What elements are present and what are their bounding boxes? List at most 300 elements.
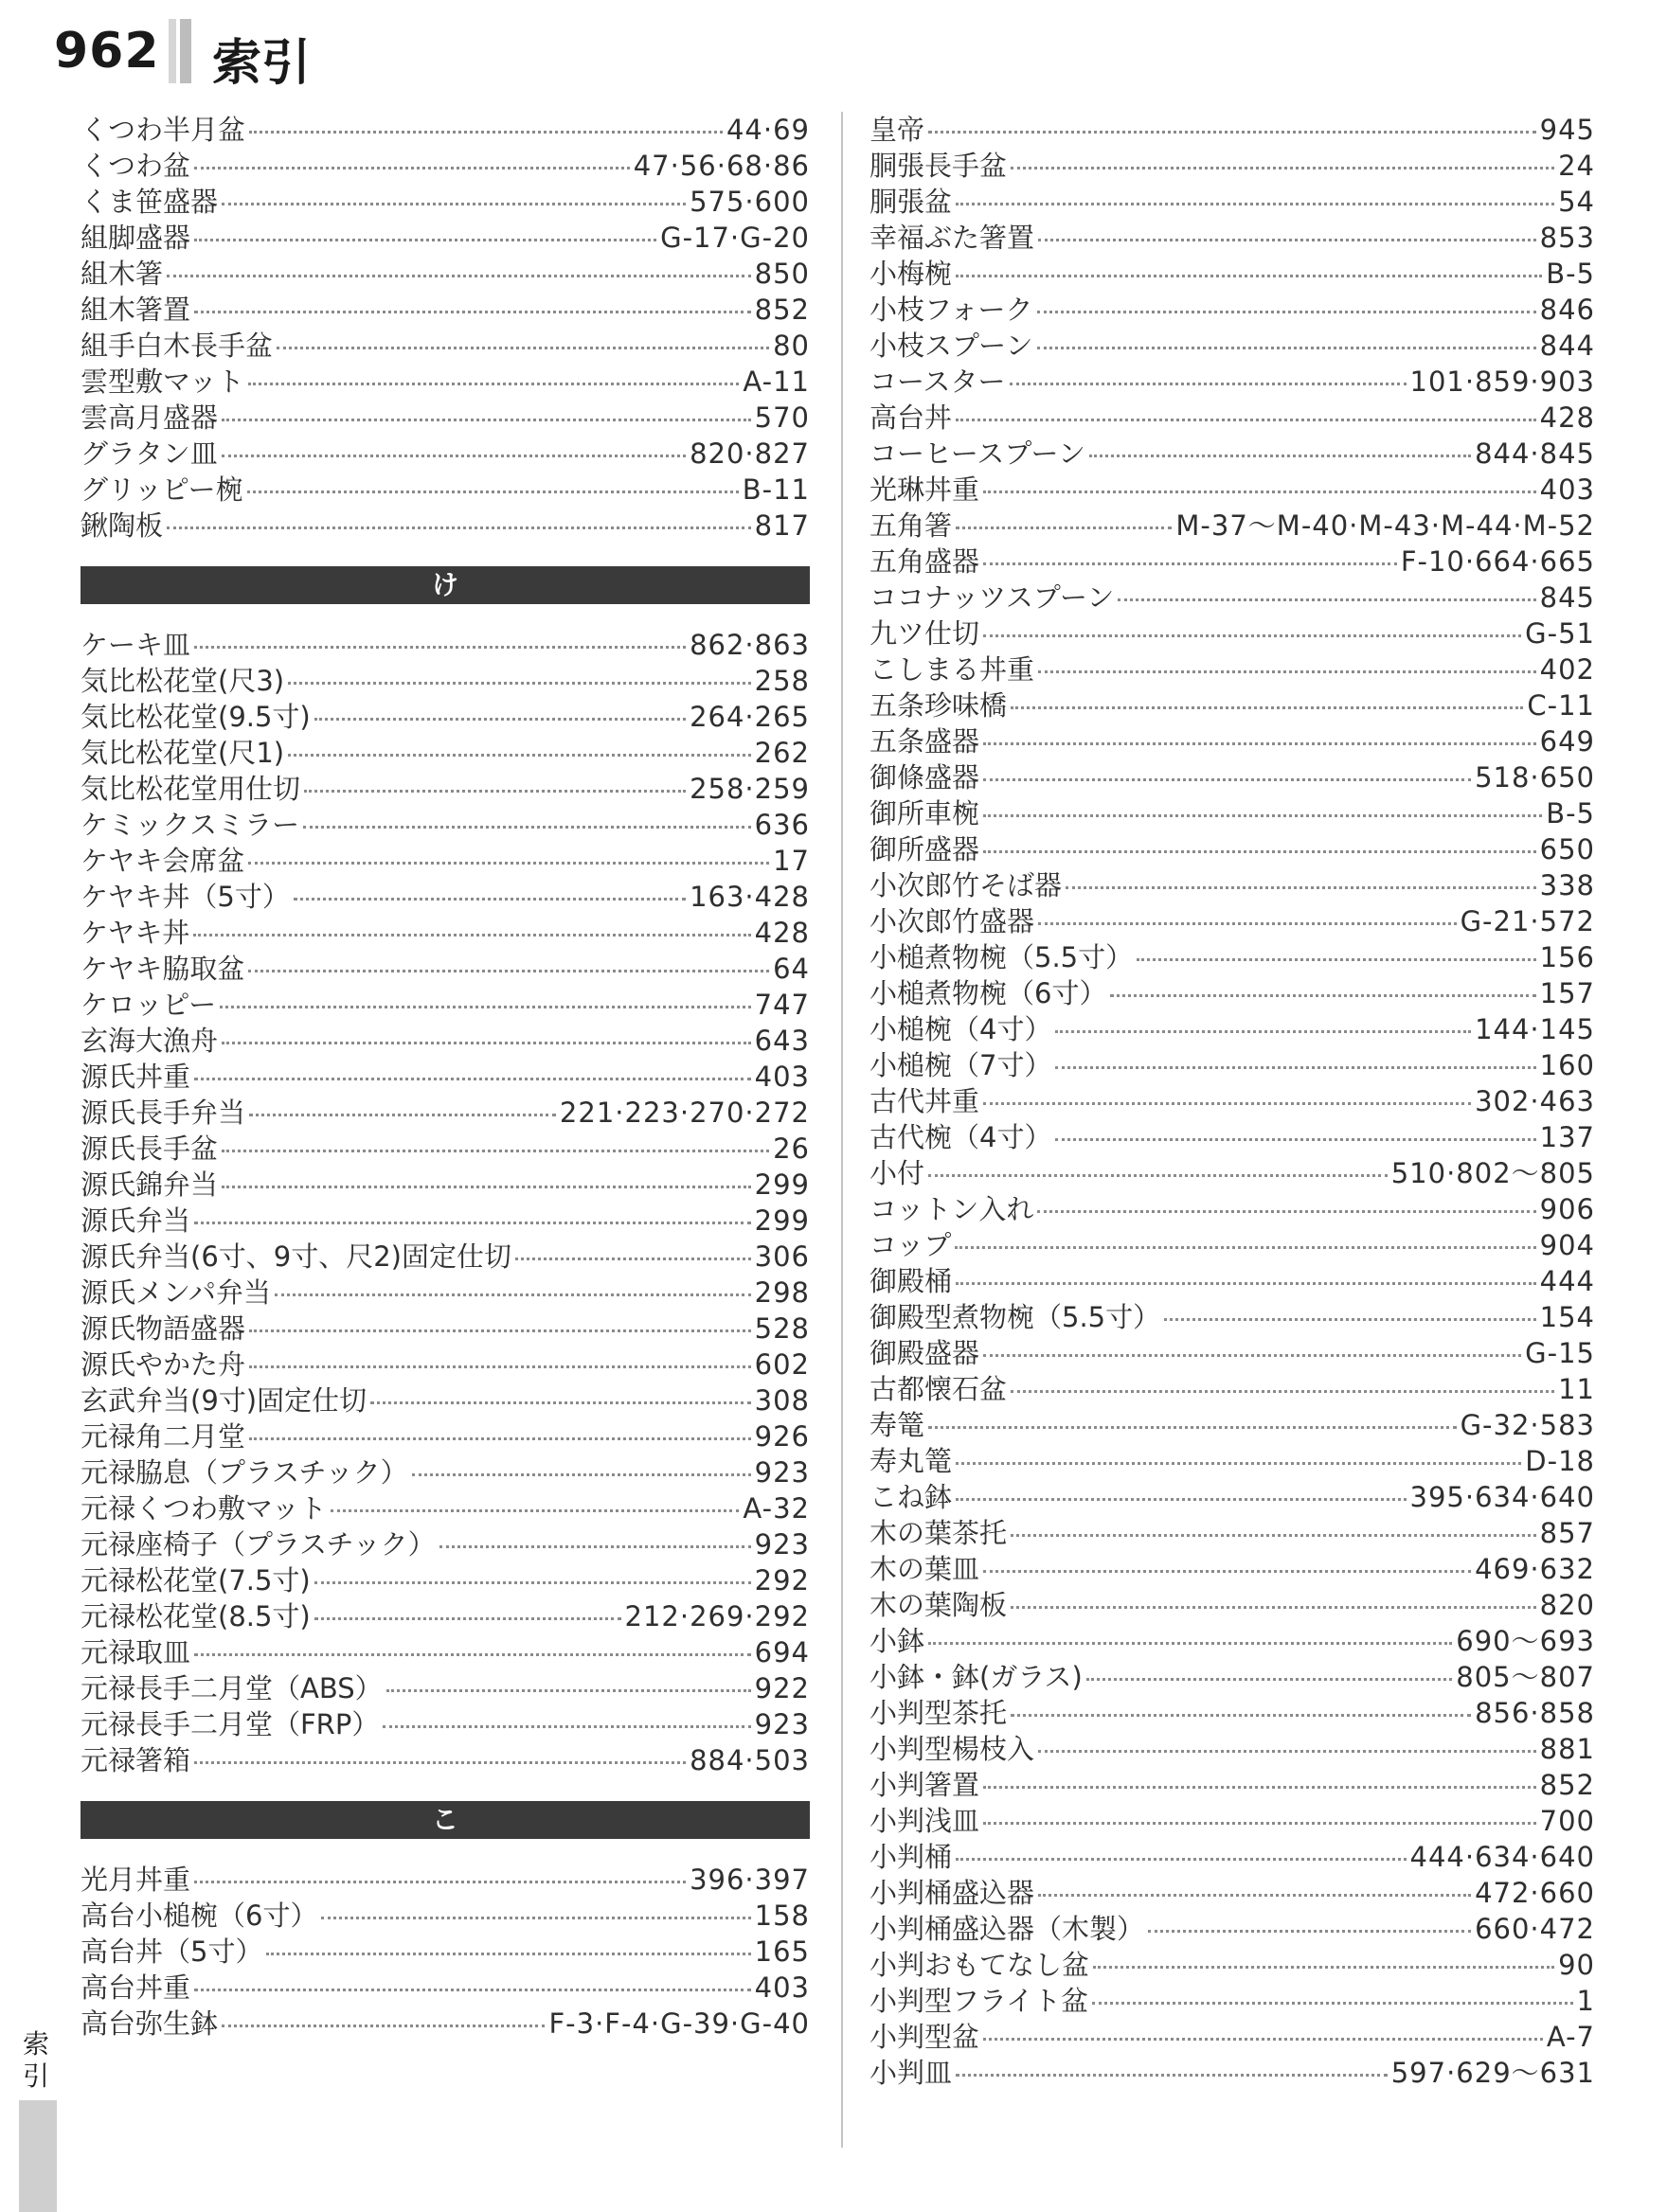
page-number: 962 [54, 23, 160, 80]
leader-dots [370, 1398, 751, 1404]
index-entry [869, 544, 1595, 580]
entry-pages: 156 [1539, 941, 1595, 973]
index-entry [81, 807, 810, 843]
entry-pages: 258 [754, 665, 810, 697]
index-entry [869, 903, 1595, 939]
entry-pages: 528 [754, 1312, 810, 1345]
index-entry [81, 699, 810, 735]
entry-term: 源氏弁当(6寸、9寸、尺2)固定仕切 [81, 1240, 511, 1273]
index-entry [869, 687, 1595, 723]
leader-dots [983, 1566, 1471, 1573]
entry-term: 源氏やかた舟 [81, 1348, 246, 1381]
entry-pages: 700 [1539, 1805, 1595, 1837]
index-entry [81, 1275, 810, 1311]
leader-dots [1164, 1314, 1536, 1321]
header-accent-bar [180, 19, 191, 83]
leader-dots [194, 1985, 751, 1991]
entry-pages: 163·428 [690, 881, 810, 913]
entry-pages: B-5 [1546, 258, 1595, 290]
entry-term: 小判型フライト盆 [869, 1985, 1089, 2017]
entry-term: 鍬陶板 [81, 509, 164, 542]
leader-dots [1038, 1890, 1471, 1897]
index-entry [869, 1875, 1595, 1911]
entry-term: 小槌椀（7寸） [869, 1049, 1052, 1081]
entry-pages: G-32·583 [1460, 1409, 1595, 1441]
entry-pages: 302·463 [1475, 1085, 1595, 1117]
entry-pages: 852 [754, 294, 810, 326]
entry-pages: 472·660 [1475, 1877, 1595, 1909]
entry-pages: 444 [1539, 1265, 1595, 1297]
entry-pages: F-10·664·665 [1400, 545, 1595, 578]
entry-term: コースター [869, 366, 1006, 398]
entry-term: 源氏丼重 [81, 1061, 191, 1093]
leader-dots [321, 1913, 750, 1919]
leader-dots [956, 415, 1536, 421]
entry-pages: 575·600 [690, 186, 810, 218]
entry-pages: 884·503 [690, 1744, 810, 1776]
entry-pages: 690～693 [1456, 1625, 1595, 1657]
leader-dots [983, 775, 1471, 781]
entry-pages: 299 [754, 1168, 810, 1201]
entry-pages: 844 [1539, 330, 1595, 362]
entry-term: 元禄脇息（プラスチック） [81, 1456, 408, 1489]
entry-term: 小梅椀 [869, 258, 953, 290]
leader-dots [439, 1542, 751, 1548]
leader-dots [983, 2034, 1543, 2041]
entry-term: 源氏長手盆 [81, 1133, 219, 1165]
index-entry [869, 184, 1595, 220]
entry-pages: 570 [754, 401, 810, 434]
entry-term: 光月丼重 [81, 1864, 191, 1896]
index-entry [869, 436, 1595, 472]
leader-dots [983, 847, 1536, 853]
entry-pages: 395·634·640 [1409, 1481, 1595, 1513]
entry-term: グリッピー椀 [81, 473, 243, 506]
index-entry [869, 1695, 1595, 1731]
leader-dots [222, 1146, 769, 1152]
leader-dots [222, 199, 686, 205]
leader-dots [222, 1038, 751, 1044]
index-entry [81, 1347, 810, 1382]
entry-pages: 54 [1558, 186, 1595, 218]
index-entry [869, 220, 1595, 256]
index-entry [869, 1731, 1595, 1767]
entry-term: くつわ半月盆 [81, 114, 246, 146]
entry-pages: 856·858 [1475, 1697, 1595, 1729]
entry-term: 御所車椀 [869, 797, 980, 830]
entry-term: 古代椀（4寸） [869, 1121, 1052, 1153]
entry-term: 胴張長手盆 [869, 150, 1008, 182]
entry-pages: 805～807 [1456, 1661, 1595, 1693]
leader-dots [1011, 1710, 1471, 1717]
leader-dots [1118, 595, 1535, 601]
entry-pages: 258·259 [690, 773, 810, 805]
leader-dots [249, 1434, 751, 1440]
entry-pages: 945 [1539, 114, 1595, 146]
index-entry [869, 1155, 1595, 1191]
leader-dots [1137, 954, 1536, 961]
index-entry [81, 1670, 810, 1706]
index-entry [869, 1767, 1595, 1803]
index-entry [81, 1311, 810, 1347]
entry-pages: 158 [754, 1900, 810, 1932]
entry-term: 高台丼重 [81, 1971, 191, 2004]
leader-dots [983, 1818, 1536, 1825]
entry-pages: 857 [1539, 1517, 1595, 1549]
entry-pages: 403 [1539, 473, 1595, 506]
entry-pages: 926 [754, 1420, 810, 1453]
section-header-ko: こ [81, 1801, 810, 1839]
entry-term: 木の葉茶托 [869, 1517, 1008, 1549]
entry-pages: 1 [1576, 1985, 1595, 2017]
index-column-right [869, 112, 1595, 2091]
index-entry [81, 1934, 810, 1970]
index-entry [81, 436, 810, 472]
entry-term: 組手白木長手盆 [81, 330, 274, 362]
entry-pages: 396·397 [690, 1864, 810, 1896]
entry-term: 小判皿 [869, 2057, 953, 2089]
entry-term: 小付 [869, 1157, 925, 1189]
index-entry [869, 1623, 1595, 1659]
entry-term: ココナッツスプーン [869, 581, 1115, 614]
leader-dots [1038, 235, 1536, 241]
entry-pages: 24 [1558, 150, 1595, 182]
leader-dots [194, 1218, 751, 1224]
index-entry [869, 651, 1595, 687]
leader-dots [1092, 1998, 1572, 2005]
entry-term: コットン入れ [869, 1193, 1034, 1225]
leader-dots [248, 379, 740, 385]
entry-pages: 428 [754, 917, 810, 949]
entry-term: 木の葉陶板 [869, 1589, 1008, 1621]
leader-dots [222, 415, 751, 421]
entry-term: コップ [869, 1229, 952, 1261]
index-entry [869, 1083, 1595, 1119]
entry-pages: G-21·572 [1460, 905, 1595, 937]
leader-dots [167, 523, 751, 529]
entry-pages: 844·845 [1475, 437, 1595, 470]
index-entry [869, 975, 1595, 1011]
index-entry [81, 472, 810, 508]
entry-term: くつわ盆 [81, 150, 191, 182]
index-entry [869, 508, 1595, 544]
leader-dots [956, 1278, 1536, 1285]
leader-dots [983, 739, 1536, 745]
index-entry [869, 1587, 1595, 1623]
index-entry [81, 184, 810, 220]
leader-dots [288, 678, 751, 685]
entry-pages: G-17·G-20 [660, 222, 810, 254]
index-entry [869, 364, 1595, 400]
index-entry [869, 1407, 1595, 1443]
entry-term: 組木箸置 [81, 294, 191, 326]
entry-pages: 292 [754, 1564, 810, 1597]
entry-pages: 817 [754, 509, 810, 542]
leader-dots [304, 786, 686, 793]
entry-pages: 881 [1539, 1733, 1595, 1765]
index-entry [869, 831, 1595, 867]
leader-dots [1038, 667, 1536, 673]
index-entry [81, 1454, 810, 1490]
entry-pages: 403 [754, 1971, 810, 2004]
leader-dots [220, 1002, 750, 1008]
entry-pages: 643 [754, 1025, 810, 1057]
index-entry [81, 1706, 810, 1742]
index-entry [81, 328, 810, 364]
entry-term: こね鉢 [869, 1481, 953, 1513]
leader-dots [983, 1782, 1536, 1789]
index-entry [869, 1299, 1595, 1335]
index-entry [81, 627, 810, 663]
entry-term: 五条盛器 [869, 725, 980, 758]
entry-pages: 47·56·68·86 [633, 150, 810, 182]
leader-dots [167, 271, 751, 277]
entry-term: 光琳丼重 [869, 473, 980, 506]
entry-group-ko-continued [869, 112, 1595, 2091]
index-entry [81, 148, 810, 184]
entry-pages: 602 [754, 1348, 810, 1381]
leader-dots [275, 1290, 751, 1296]
index-entry [81, 364, 810, 400]
entry-pages: 137 [1539, 1121, 1595, 1153]
entry-term: ケヤキ丼 [81, 917, 190, 949]
entry-term: 小判桶盛込器（木製） [869, 1913, 1145, 1945]
entry-term: 小槌煮物椀（6寸） [869, 977, 1107, 1009]
index-entry [81, 508, 810, 544]
leader-dots [288, 750, 751, 757]
entry-pages: A-7 [1546, 2021, 1595, 2053]
entry-term: こしまる丼重 [869, 653, 1035, 686]
entry-pages: 518·650 [1475, 761, 1595, 794]
entry-term: 元禄松花堂(8.5寸) [81, 1600, 311, 1632]
entry-term: くま笹盛器 [81, 186, 219, 218]
index-entry [81, 1382, 810, 1418]
leader-dots [928, 1422, 1457, 1429]
leader-dots [222, 1182, 751, 1188]
entry-term: 気比松花堂(尺3) [81, 665, 285, 697]
entry-pages: 597·629～631 [1390, 2057, 1595, 2089]
leader-dots [983, 559, 1397, 565]
index-entry [81, 1203, 810, 1239]
leader-dots [194, 1650, 751, 1656]
index-entry [81, 220, 810, 256]
index-entry [81, 1095, 810, 1131]
index-entry [81, 256, 810, 292]
entry-pages: 306 [754, 1240, 810, 1273]
index-entry [81, 400, 810, 436]
page-header [0, 0, 1667, 104]
leader-dots [1086, 1674, 1453, 1681]
leader-dots [1055, 1026, 1471, 1033]
entry-pages: 846 [1539, 294, 1595, 326]
leader-dots [1089, 451, 1471, 457]
leader-dots [1037, 343, 1536, 349]
entry-term: 皇帝 [869, 114, 925, 146]
entry-term: 玄海大漁舟 [81, 1025, 219, 1057]
entry-term: 高台丼 [869, 401, 953, 434]
entry-pages: 298 [754, 1276, 810, 1309]
entry-term: 小判おもてなし盆 [869, 1949, 1090, 1981]
entry-term: 玄武弁当(9寸)固定仕切 [81, 1384, 367, 1417]
index-entry [869, 1983, 1595, 2019]
entry-pages: 694 [754, 1636, 810, 1668]
entry-pages: 402 [1539, 653, 1595, 686]
index-entry [81, 1526, 810, 1562]
entry-term: 古都懐石盆 [869, 1373, 1008, 1405]
entry-term: 小判浅皿 [869, 1805, 980, 1837]
leader-dots [1110, 990, 1535, 997]
index-entry [81, 1970, 810, 2006]
index-entry [869, 1659, 1595, 1695]
leader-dots [956, 523, 1172, 529]
entry-term: ケロッピー [81, 989, 217, 1021]
leader-dots [956, 1854, 1406, 1861]
leader-dots [249, 1326, 751, 1332]
index-entry [869, 1371, 1595, 1407]
entry-pages: 299 [754, 1204, 810, 1237]
entry-pages: 923 [754, 1528, 810, 1561]
entry-pages: 510·802～805 [1390, 1157, 1595, 1189]
entry-term: 源氏長手弁当 [81, 1097, 246, 1129]
leader-dots [266, 1949, 750, 1955]
index-entry [869, 148, 1595, 184]
leader-dots [983, 487, 1536, 493]
entry-term: 五角箸 [869, 509, 953, 542]
entry-term: 源氏錦弁当 [81, 1168, 219, 1201]
leader-dots [928, 1638, 1452, 1645]
leader-dots [383, 1721, 750, 1728]
entry-pages: 64 [773, 953, 810, 985]
entry-term: ケミックスミラー [81, 809, 300, 841]
entry-pages: A-32 [743, 1492, 810, 1525]
index-entry [81, 1562, 810, 1598]
leader-dots [194, 235, 656, 241]
leader-dots [412, 1470, 751, 1476]
leader-dots [1038, 919, 1457, 925]
entry-pages: 469·632 [1475, 1553, 1595, 1585]
leader-dots [928, 1170, 1388, 1177]
entry-pages: 906 [1539, 1193, 1595, 1225]
entry-pages: 850 [754, 258, 810, 290]
entry-term: 寿丸篭 [869, 1445, 953, 1477]
entry-term: 気比松花堂(尺1) [81, 737, 285, 769]
side-tab-bar [19, 2100, 57, 2212]
leader-dots [248, 858, 769, 865]
leader-dots [303, 822, 751, 829]
entry-pages: G-51 [1525, 617, 1595, 650]
index-entry [81, 1490, 810, 1526]
index-entry [869, 1839, 1595, 1875]
index-entry [81, 1167, 810, 1203]
entry-pages: 26 [773, 1133, 810, 1165]
leader-dots [956, 1458, 1521, 1465]
index-entry [81, 843, 810, 879]
index-entry [869, 723, 1595, 759]
entry-term: 小鉢 [869, 1625, 925, 1657]
entry-pages: 338 [1539, 869, 1595, 901]
entry-term: 元禄角二月堂 [81, 1420, 246, 1453]
entry-term: 源氏弁当 [81, 1204, 191, 1237]
entry-term: 高台丼（5寸） [81, 1936, 263, 1968]
index-entry [869, 867, 1595, 903]
index-entry [81, 735, 810, 771]
leader-dots [277, 343, 769, 349]
leader-dots [1038, 1746, 1536, 1753]
index-entry [869, 1119, 1595, 1155]
entry-term: 小判型楊枝入 [869, 1733, 1035, 1765]
entry-pages: 444·634·640 [1409, 1841, 1595, 1873]
entry-term: 御殿型煮物椀（5.5寸） [869, 1301, 1161, 1333]
index-entry [81, 1598, 810, 1634]
index-entry [81, 292, 810, 328]
index-entry [869, 292, 1595, 328]
index-entry [869, 1515, 1595, 1551]
entry-pages: 157 [1539, 977, 1595, 1009]
index-entry [869, 1551, 1595, 1587]
entry-pages: 44·69 [726, 114, 810, 146]
leader-dots [247, 487, 739, 493]
entry-pages: 649 [1539, 725, 1595, 758]
index-entry [81, 112, 810, 148]
index-entry [81, 771, 810, 807]
index-entry [81, 879, 810, 915]
leader-dots [983, 1350, 1521, 1357]
entry-pages: 160 [1539, 1049, 1595, 1081]
leader-dots [956, 2070, 1388, 2077]
entry-term: 元禄座椅子（プラスチック） [81, 1528, 436, 1561]
leader-dots [983, 631, 1521, 637]
page-title: 索引 [212, 35, 312, 92]
entry-term: 元禄松花堂(7.5寸) [81, 1564, 311, 1597]
entry-term: ケーキ皿 [81, 629, 191, 661]
entry-pages: 165 [754, 1936, 810, 1968]
entry-pages: 820 [1539, 1589, 1595, 1621]
entry-pages: 90 [1558, 1949, 1595, 1981]
entry-pages: D-18 [1525, 1445, 1595, 1477]
leader-dots [1037, 307, 1536, 313]
index-entry [81, 951, 810, 987]
index-entry [81, 1131, 810, 1167]
leader-dots [249, 127, 723, 134]
entry-group-ke [81, 627, 810, 1778]
leader-dots [1093, 1962, 1554, 1969]
leader-dots [331, 1506, 740, 1512]
entry-pages: 845 [1539, 581, 1595, 614]
entry-term: ケヤキ脇取盆 [81, 953, 245, 985]
entry-pages: C-11 [1527, 689, 1595, 722]
entry-term: 御條盛器 [869, 761, 980, 794]
entry-term: 小判箸置 [869, 1769, 980, 1801]
index-entry [869, 1911, 1595, 1947]
index-entry [81, 1862, 810, 1898]
index-entry [81, 915, 810, 951]
entry-pages: 144·145 [1475, 1013, 1595, 1045]
entry-pages: 212·269·292 [624, 1600, 810, 1632]
index-entry [869, 795, 1595, 831]
leader-dots [314, 1578, 751, 1584]
entry-pages: 853 [1539, 222, 1595, 254]
column-divider [841, 112, 843, 2148]
entry-term: 組木箸 [81, 258, 164, 290]
entry-pages: 747 [754, 989, 810, 1021]
index-entry [869, 939, 1595, 975]
entry-term: 小次郎竹そば器 [869, 869, 1063, 901]
entry-pages: 428 [1539, 401, 1595, 434]
index-entry [869, 472, 1595, 508]
entry-pages: 80 [773, 330, 810, 362]
index-entry [869, 1047, 1595, 1083]
entry-pages: F-3·F-4·G-39·G-40 [548, 2007, 810, 2040]
